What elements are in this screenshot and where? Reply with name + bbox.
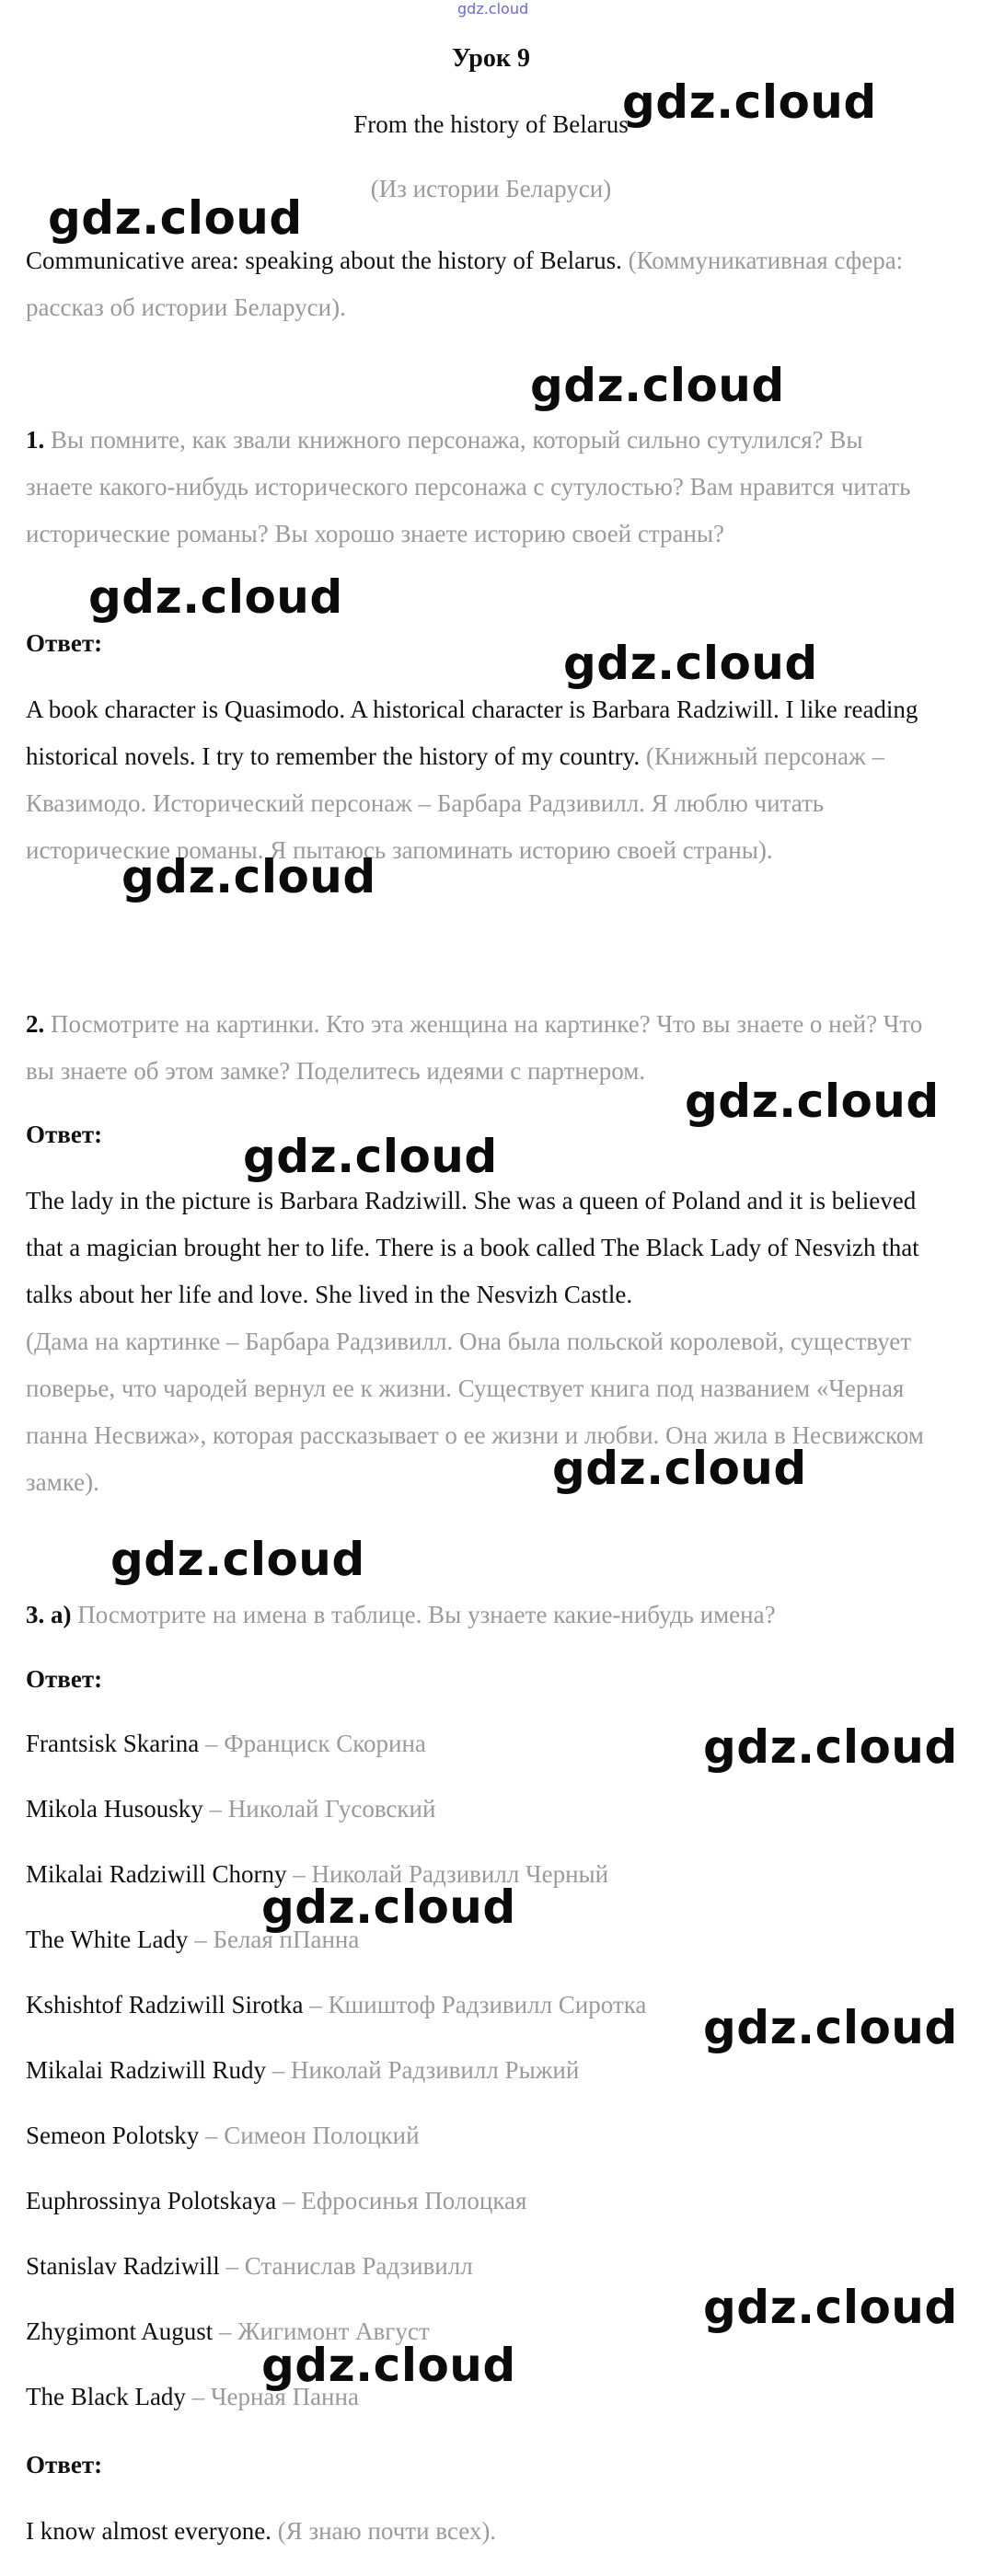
name-ru: Белая пПанна (213, 1926, 360, 1953)
name-ru: Черная Панна (210, 2383, 359, 2410)
list-item (26, 2122, 420, 2150)
name-dash: – (202, 1795, 228, 1823)
watermark: gdz.cloud (243, 1130, 498, 1183)
name-ru: Николай Радзивилл Черный (311, 1860, 609, 1888)
name-ru: Симеон Полоцкий (224, 2122, 420, 2149)
task1-answer-en: A book character is Quasimodo. A historical character is Barbara Radziwill. I like reading historical novels. I try to remember the history of my country. (26, 696, 918, 770)
watermark: gdz.cloud (703, 2281, 958, 2334)
name-dash: – (213, 2317, 238, 2345)
task1-question-text: Вы помните, как звали книжного персонажа, который сильно сутулился? Вы знаете какого-нибудь исторического персонажа с сутулостью? Вам нравится читать исторические романы? Вы хорошо знаете историю своей страны? (26, 426, 911, 547)
name-en: Euphrossinya Polotskaya (26, 2187, 277, 2214)
list-item (26, 2252, 473, 2281)
task1-question (26, 417, 932, 558)
watermark: gdz.cloud (48, 191, 303, 245)
name-dash: – (303, 1991, 329, 2018)
task2-answer-label: Ответ: (26, 1121, 103, 1148)
watermark: gdz.cloud (121, 850, 376, 903)
watermark: gdz.cloud (261, 1880, 516, 1934)
watermark: gdz.cloud (261, 2339, 516, 2392)
name-en: Mikola Husousky (26, 1795, 203, 1823)
name-dash: – (286, 1860, 312, 1888)
list-item (26, 1730, 426, 1758)
name-ru: Ефросинья Полоцкая (301, 2187, 527, 2214)
list-item (26, 2056, 579, 2085)
name-en: Stanislav Radziwill (26, 2252, 220, 2280)
task2-answer-en: The lady in the picture is Barbara Radziwill. She was a queen of Poland and it is believed that a magician brought her to life. There is a book called The Black Lady of Nesvizh that talks about her life and love. She lived in the Nesvizh Castle. (26, 1187, 919, 1308)
list-item (26, 2187, 526, 2215)
final-answer-en: I know almost everyone. (26, 2517, 271, 2545)
name-en: Mikalai Radziwill Chorny (26, 1860, 287, 1888)
name-en: Kshishtof Radziwill Sirotka (26, 1991, 304, 2018)
task1-number: 1. (26, 426, 45, 454)
name-ru: Николай Гусовский (227, 1795, 436, 1823)
name-en: Zhygimont August (26, 2317, 214, 2345)
name-dash: – (188, 1926, 214, 1953)
watermark: gdz.cloud (563, 637, 818, 690)
task3-final-answer (26, 2517, 496, 2546)
name-ru: Станислав Радзивилл (244, 2252, 473, 2280)
list-item (26, 1991, 646, 2019)
task1-answer-label: Ответ: (26, 629, 103, 657)
watermark: gdz.cloud (622, 75, 877, 129)
watermark: gdz.cloud (110, 1533, 365, 1586)
name-dash: – (219, 2252, 245, 2280)
watermark: gdz.cloud (685, 1075, 940, 1128)
task3-question (26, 1592, 932, 1639)
intro-paragraph (26, 237, 932, 331)
task1-answer (26, 686, 932, 874)
name-ru: Николай Радзивилл Рыжий (290, 2056, 580, 2084)
topic-translation: (Из истории Беларуси) (370, 175, 612, 202)
name-ru: Жигимонт Август (237, 2317, 430, 2345)
name-en: Frantsisk Skarina (26, 1730, 200, 1757)
final-answer-ru: (Я знаю почти всех). (271, 2517, 497, 2545)
task3-answer-label-2: Ответ: (26, 2451, 103, 2478)
topic-title: From the history of Belarus (353, 110, 629, 138)
name-en: Semeon Polotsky (26, 2122, 200, 2149)
lesson-title: Урок 9 (452, 44, 530, 73)
watermark: gdz.cloud (88, 570, 343, 624)
task3-number: 3. а) (26, 1601, 72, 1628)
name-ru: Кшиштоф Радзивилл Сиротка (328, 1991, 647, 2018)
watermark: gdz.cloud (703, 1720, 958, 1774)
list-item (26, 1795, 435, 1823)
name-dash: – (199, 2122, 225, 2149)
watermark: gdz.cloud (703, 2001, 958, 2054)
name-en: The Black Lady (26, 2383, 186, 2410)
name-ru: Франциск Скорина (224, 1730, 426, 1757)
task2-question-text: Посмотрите на картинки. Кто эта женщина на картинке? Что вы знаете о ней? Что вы знаете об этом замке? Поделитесь идеями с партнером. (26, 1010, 923, 1085)
name-en: The White Lady (26, 1926, 189, 1953)
task2-number: 2. (26, 1010, 45, 1038)
intro-ru: (Коммуникативная сфера: рассказ об истории Беларуси). (26, 247, 904, 321)
task2-answer-ru: (Дама на картинке – Барбара Радзивилл. Она была польской королевой, существует поверье, что чародей вернул ее к жизни. Существует книга под названием «Черная панна Несвижа», которая рассказывает о ее жизни и любви. Она жила в Несвижском замке). (26, 1328, 924, 1496)
watermark: gdz.cloud (530, 359, 785, 412)
task1-answer-ru: (Книжный персонаж – Квазимодо. Исторический персонаж – Барбара Радзивилл. Я люблю читать исторические романы. Я пытаюсь запоминать историю своей страны). (26, 742, 884, 864)
watermark-small: gdz.cloud (457, 0, 529, 17)
name-en: Mikalai Radziwill Rudy (26, 2056, 266, 2084)
intro-en: Communicative area: speaking about the history of Belarus. (26, 247, 622, 274)
watermark: gdz.cloud (552, 1442, 807, 1495)
task3-question-text: Посмотрите на имена в таблице. Вы узнаете какие-нибудь имена? (71, 1601, 776, 1628)
task3-answer-label: Ответ: (26, 1665, 103, 1693)
name-dash: – (276, 2187, 302, 2214)
name-dash: – (185, 2383, 211, 2410)
name-dash: – (199, 1730, 225, 1757)
name-dash: – (265, 2056, 291, 2084)
